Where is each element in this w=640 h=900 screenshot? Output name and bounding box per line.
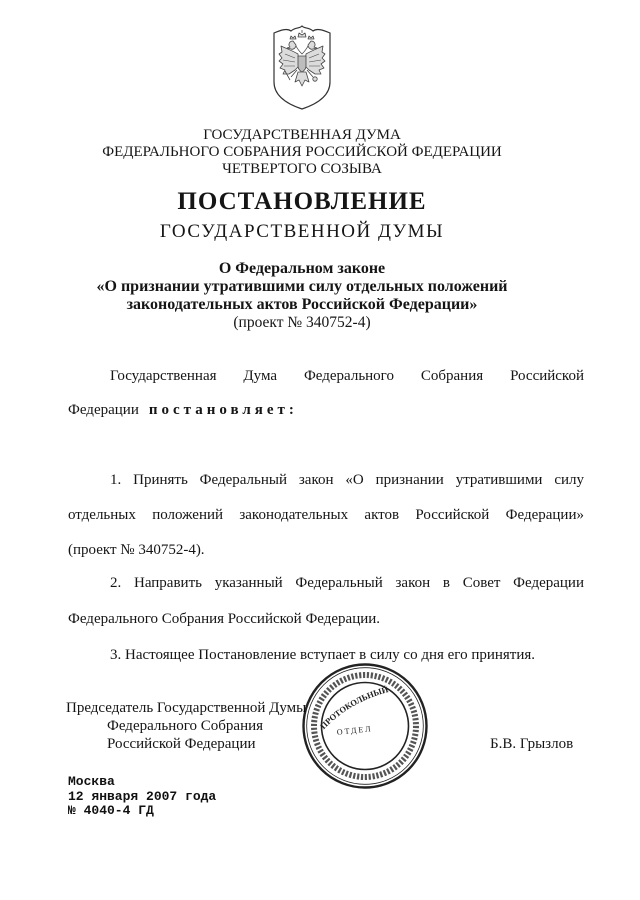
item-1-line: 1. Принять Федеральный закон «О признании утратившими силу — [110, 472, 584, 488]
subject-line: «О признании утратившими силу отдельных положений — [96, 278, 508, 295]
stamp-center-text: ОТДЕЛ — [336, 724, 374, 737]
subject-line: законодательных актов Российской Федерации» — [126, 296, 478, 313]
footer-date: 12 января 2007 года — [68, 789, 217, 804]
item-1-line: (проект № 340752-4). — [68, 542, 205, 558]
header-line-federal-assembly: ФЕДЕРАЛЬНОГО СОБРАНИЯ РОССИЙСКОЙ ФЕДЕРАЦИИ — [102, 144, 502, 160]
preamble-resolves: постановляет: — [148, 402, 298, 418]
preamble-line: Государственная Дума Федерального Собрания Российской — [110, 368, 584, 384]
stamp-lettering-ring — [314, 675, 416, 777]
preamble-word: Федерации — [68, 402, 139, 418]
coat-of-arms-icon — [271, 24, 333, 110]
header-line-duma: ГОСУДАРСТВЕННАЯ ДУМА — [203, 127, 401, 143]
signatory-position: Федерального Собрания — [107, 718, 264, 734]
header-line-convocation: ЧЕТВЕРТОГО СОЗЫВА — [222, 161, 382, 177]
document-title: ПОСТАНОВЛЕНИЕ — [177, 188, 427, 215]
item-3-line: 3. Настоящее Постановление вступает в силу со дня его принятия. — [110, 647, 536, 663]
footer-city: Москва — [68, 774, 115, 789]
signatory-position: Председатель Государственной Думы — [66, 700, 307, 716]
subject-line: О Федеральном законе — [218, 260, 386, 277]
footer-number: № 4040-4 ГД — [68, 803, 154, 818]
stamp-top-text: ПРОТОКОЛЬНЫЙ — [317, 684, 390, 732]
signatory-name: Б.В. Грызлов — [490, 736, 574, 752]
stamp-outer-ring — [304, 665, 427, 788]
subject-project-number: (проект № 340752-4) — [233, 314, 371, 331]
signatory-position: Российской Федерации — [107, 736, 256, 752]
document-subtitle: ГОСУДАРСТВЕННОЙ ДУМЫ — [159, 221, 445, 242]
stamp-inner-ring — [322, 683, 409, 770]
item-2-line: 2. Направить указанный Федеральный закон в Совет Федерации — [110, 575, 584, 591]
svg-text:ПРОТОКОЛЬНЫЙ — [315, 679, 392, 732]
item-1-line: отдельных положений законодательных актов Российской Федерации» — [68, 507, 584, 523]
preamble-line — [68, 401, 584, 419]
official-stamp — [301, 662, 429, 790]
item-2-line: Федерального Собрания Российской Федерации. — [68, 611, 381, 627]
